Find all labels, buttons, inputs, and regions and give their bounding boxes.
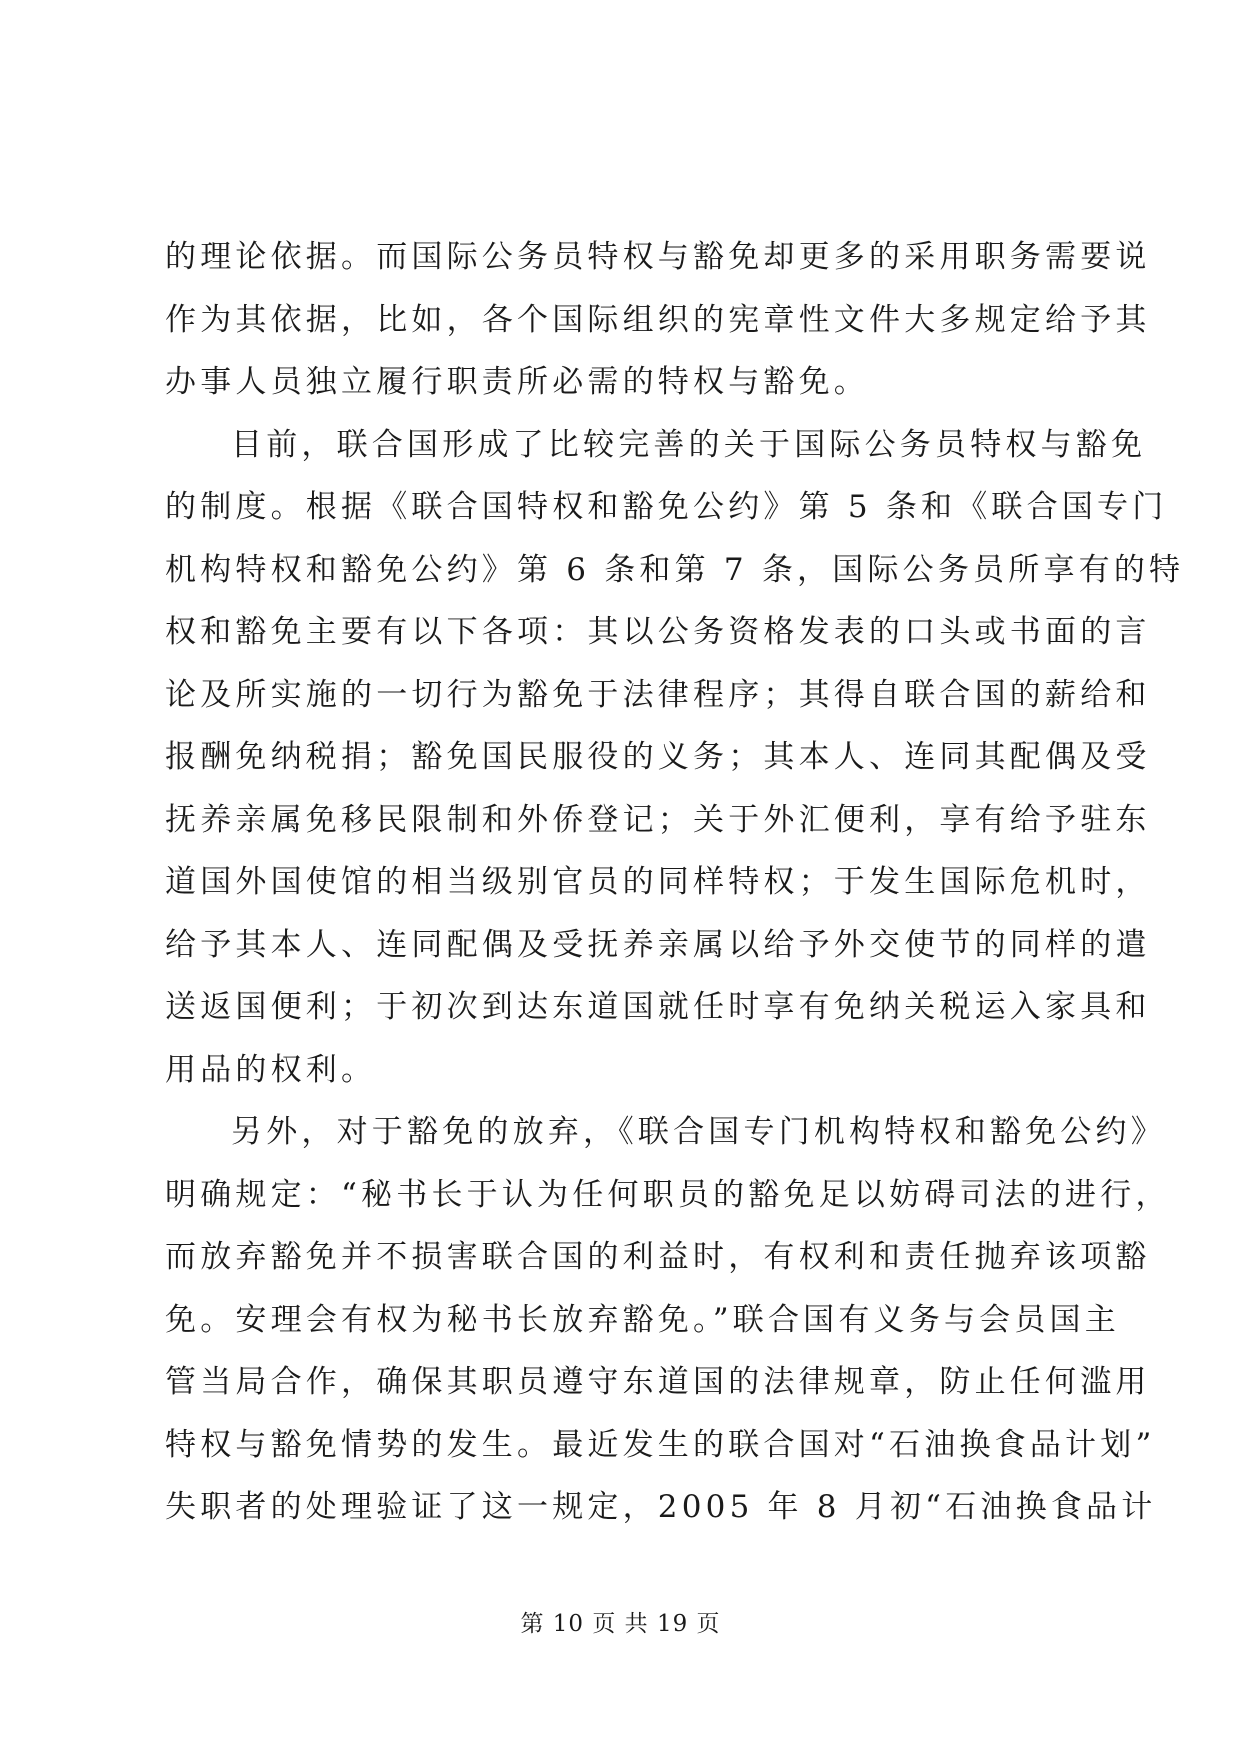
text-line: 免。安理会有权为秘书长放弃豁免。”联合国有义务与会员国主: [165, 1301, 1120, 1338]
text-line: 机构特权和豁免公约》第 6 条和第 7 条，国际公务员所享有的特: [165, 551, 1185, 588]
text-line: 管当局合作，确保其职员遵守东道国的法律规章，防止任何滥用: [165, 1364, 1151, 1400]
text-line: 办事人员独立履行职责所必需的特权与豁免。: [165, 364, 869, 400]
text-line: 权和豁免主要有以下各项：其以公务资格发表的口头或书面的言: [165, 614, 1151, 650]
text-line: 的制度。根据《联合国特权和豁免公约》第 5 条和《联合国专门: [165, 489, 1168, 525]
text-line: 的理论依据。而国际公务员特权与豁免却更多的采用职务需要说: [165, 239, 1151, 275]
paragraph-first-line: 目前，联合国形成了比较完善的关于国际公务员特权与豁免: [231, 426, 1147, 463]
page-footer: 第 10 页 共 19 页: [520, 1611, 721, 1637]
text-line: 送返国便利；于初次到达东道国就任时享有免纳关税运入家具和: [165, 989, 1151, 1025]
text-line: 特权与豁免情势的发生。最近发生的联合国对“石油换食品计划”: [165, 1426, 1156, 1463]
text-line: 道国外国使馆的相当级别官员的同样特权；于发生国际危机时，: [165, 864, 1151, 900]
text-line: 而放弃豁免并不损害联合国的利益时，有权利和责任抛弃该项豁: [165, 1239, 1151, 1275]
text-line: 抚养亲属免移民限制和外侨登记；关于外汇便利，享有给予驻东: [165, 801, 1151, 838]
text-line: 失职者的处理验证了这一规定，2005 年 8 月初“石油换食品计: [165, 1489, 1157, 1525]
text-line: 用品的权利。: [165, 1051, 377, 1088]
text-line: 作为其依据，比如，各个国际组织的宪章性文件大多规定给予其: [165, 301, 1151, 338]
paragraph-first-line: 另外，对于豁免的放弃，《联合国专门机构特权和豁免公约》: [231, 1114, 1166, 1150]
text-line: 给予其本人、连同配偶及受抚养亲属以给予外交使节的同样的遣: [165, 926, 1151, 963]
text-line: 论及所实施的一切行为豁免于法律程序；其得自联合国的薪给和: [165, 676, 1151, 713]
document-body: [165, 226, 1185, 1539]
text-line: 明确规定：“秘书长于认为任何职员的豁免足以妨碍司法的进行，: [165, 1176, 1171, 1213]
text-line: 报酬免纳税捐；豁免国民服役的义务；其本人、连同其配偶及受: [165, 739, 1151, 775]
